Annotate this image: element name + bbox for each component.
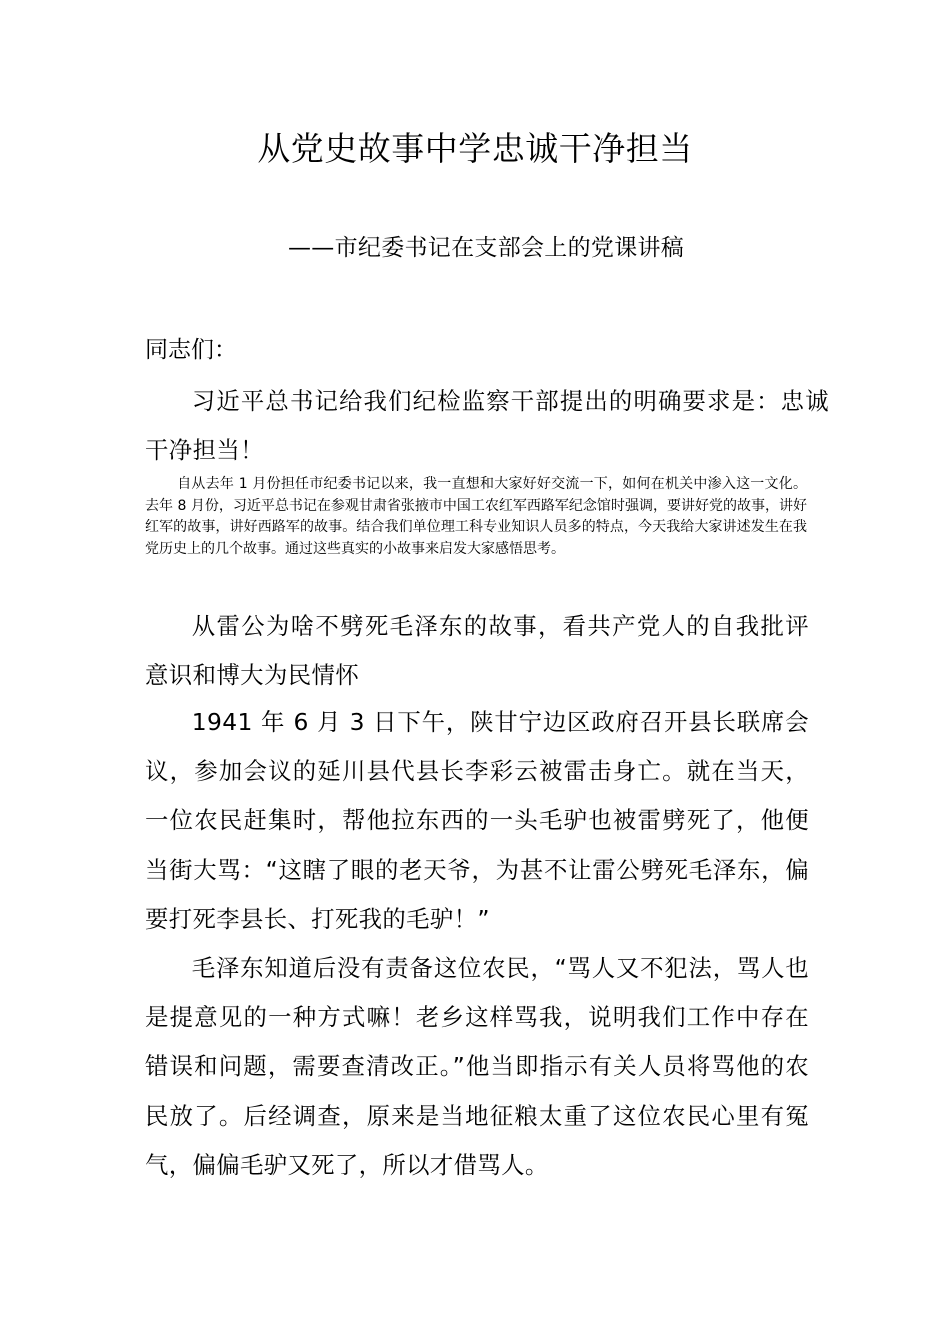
small-note-block (145, 474, 807, 560)
document-title: 从党史故事中学忠诚干净担当 (257, 129, 693, 168)
story-paragraph-2: 毛泽东知道后没有责备这位农民，“骂人又不犯法，骂人也是提意见的一种方式嘛！老乡这样骂我，说明我们工作中存在错误和问题，需要查清改正。”他当即指示有关人员将骂他的农民放了。后经调查，原来是当地征粮太重了这位农民心里有冤气，偏偏毛驴又死了，所以才借骂人。 (145, 954, 809, 1179)
story-block-1 (145, 698, 809, 944)
salutation: 同志们： (145, 337, 237, 363)
intro-paragraph: 习近平总书记给我们纪检监察干部提出的明确要求是：忠诚干净担当！ (145, 387, 829, 464)
small-note-paragraph: 自从去年 1 月份担任市纪委书记以来，我一直想和大家好好交流一下，如何在机关中渗入这一文化。去年 8 月份，习近平总书记在参观甘肃省张掖市中国工农红军西路军纪念馆时强调，要讲好党的故事，讲好红军的故事，讲好西路军的故事。结合我们单位理工科专业知识人员多的特点，今天我给大家讲述发生在我党历史上的几个故事。通过这些真实的小故事来启发大家感悟思考。 (145, 476, 807, 557)
story-block-2 (145, 944, 809, 1190)
story-paragraph-1: 1941 年 6 月 3 日下午，陕甘宁边区政府召开县长联席会议，参加会议的延川县代县长李彩云被雷击身亡。就在当天，一位农民赶集时，帮他拉东西的一头毛驴也被雷劈死了，他便当街大骂：“这瞎了眼的老天爷，为甚不让雷公劈死毛泽东，偏要打死李县长、打死我的毛驴！” (145, 708, 809, 933)
document-subtitle: ——市纪委书记在支部会上的党课讲稿 (288, 235, 685, 261)
section-heading-paragraph: 从雷公为啥不劈死毛泽东的故事，看共产党人的自我批评意识和博大为民情怀 (145, 612, 809, 689)
section-heading-block (145, 602, 809, 700)
intro-block (145, 377, 829, 475)
